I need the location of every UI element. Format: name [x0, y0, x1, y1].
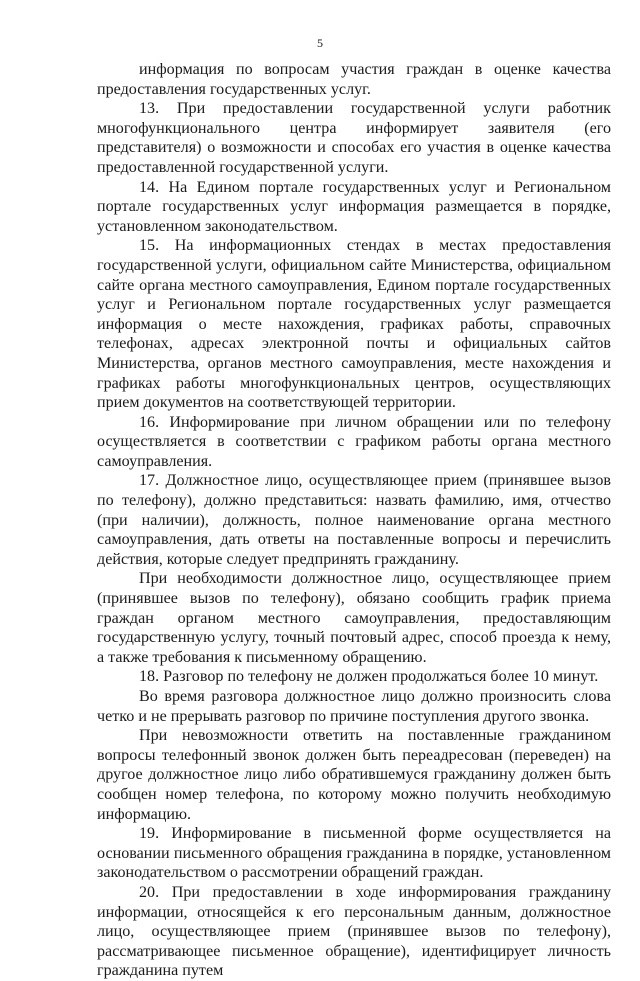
- document-body: [97, 60, 611, 981]
- paragraph-17: 17. Должностное лицо, осуществляющее прием (принявшее вызов по телефону), должно представиться: назвать фамилию, имя, отчество (при наличии), должность, полное наименование органа местного самоуправления, дать ответы на поставленные вопросы и перечислить действия, которые следует предпринять гражданину.: [97, 472, 611, 568]
- paragraph-20: 20. При предоставлении в ходе информирования гражданину информации, относящейся к его персональным данным, должностное лицо, осуществляющее прием (принявшее вызов по телефону), рассматривающее письменное обращение), идентифицирует личность гражданина путем: [97, 883, 611, 980]
- paragraph-18-note-1: Во время разговора должностное лицо должно произносить слова четко и не прерывать разговор по причине поступления другого звонка.: [97, 688, 611, 725]
- paragraph-15: 15. На информационных стендах в местах предоставления государственной услуги, официальном сайте Министерства, официальном сайте органа местного самоуправления, Едином портале государственных услуг и Региональном портале государственных услуг размещается информация о месте нахождения, графиках работы, справочных телефонах, адресах электронной почты и официальных сайтов Министерства, органов местного самоуправления, месте нахождения и графиках работы многофункциональных центров, осуществляющих прием документов на соответствующей территории.: [97, 237, 611, 412]
- paragraph-13: 13. При предоставлении государственной услуги работник многофункционального центра информирует заявителя (его представителя) о возможности и способах его участия в оценке качества предоставленной государственной услуги.: [97, 100, 611, 176]
- page-number: 5: [317, 36, 323, 50]
- paragraph-16: 16. Информирование при личном обращении или по телефону осуществляется в соответствии с графиком работы органа местного самоуправления.: [97, 413, 611, 470]
- paragraph-18-note-2: При невозможности ответить на поставленные гражданином вопросы телефонный звонок должен быть переадресован (переведен) на другое должностное лицо либо обратившемуся гражданину должен быть сообщен номер телефона, по которому можно получить необходимую информацию.: [97, 727, 611, 823]
- paragraph-18: 18. Разговор по телефону не должен продолжаться более 10 минут.: [139, 668, 599, 686]
- paragraph-14: 14. На Едином портале государственных услуг и Региональном портале государственных услуг информация размещается в порядке, установленном законодательством.: [97, 178, 611, 235]
- paragraph-19: 19. Информирование в письменной форме осуществляется на основании письменного обращения гражданина в порядке, установленном законодательством о рассмотрении обращений граждан.: [97, 825, 611, 882]
- paragraph-17-note: При необходимости должностное лицо, осуществляющее прием (принявшее вызов по телефону), обязано сообщить график приема граждан органом местного самоуправления, предоставляющим государственную услугу, точный почтовый адрес, способ проезда к нему, а также требования к письменному обращению.: [97, 570, 611, 666]
- paragraph-continuation: информация по вопросам участия граждан в оценке качества предоставления государственных услуг.: [97, 61, 611, 98]
